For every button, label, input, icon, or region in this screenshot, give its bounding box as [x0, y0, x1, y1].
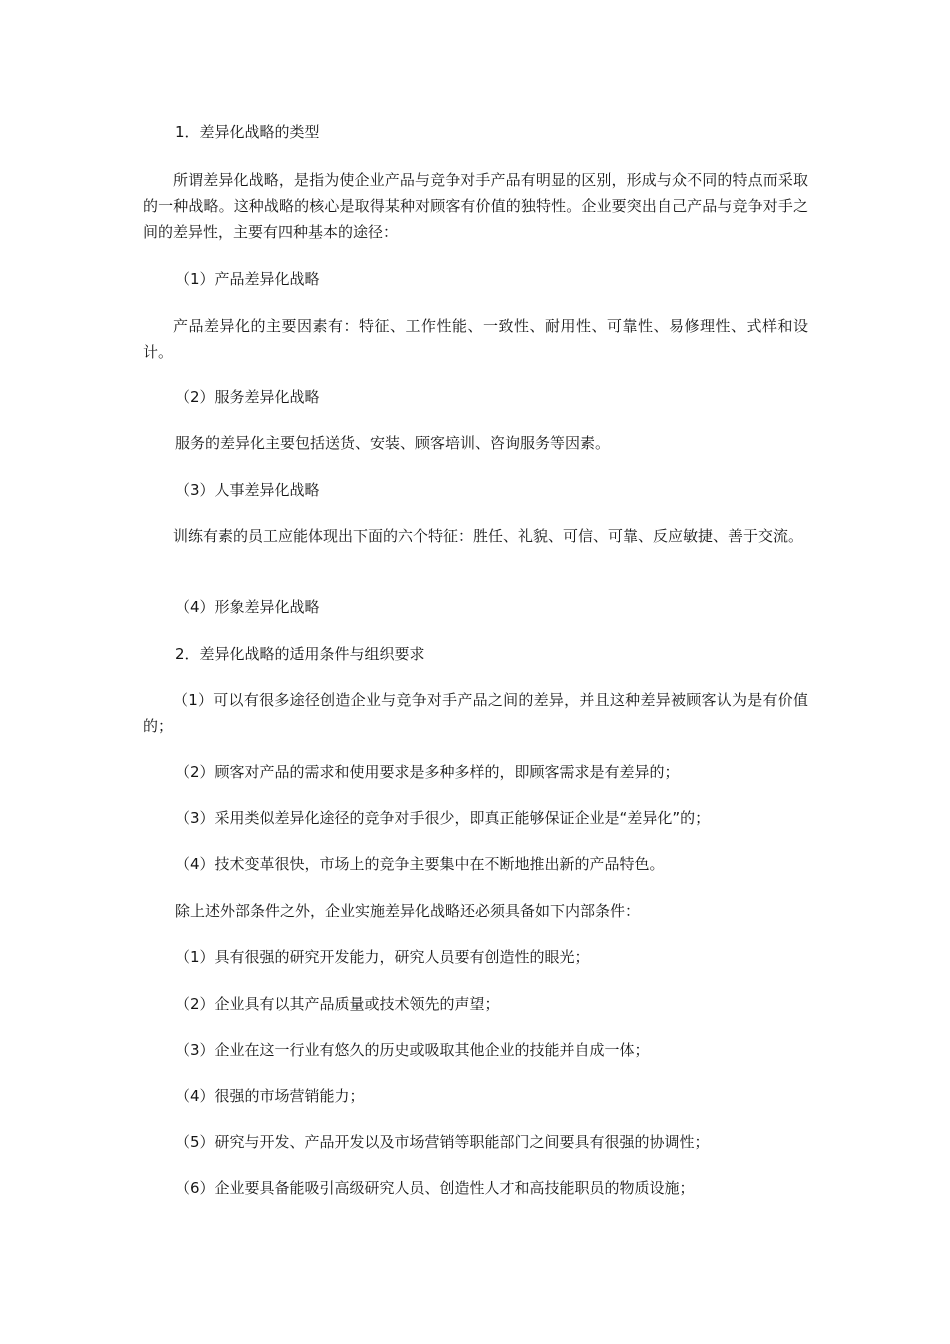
section2-heading: 2．差异化战略的适用条件与组织要求: [175, 645, 425, 663]
internal-conditions-intro: 除上述外部条件之外，企业实施差异化战略还必须具备如下内部条件：: [175, 902, 641, 920]
internal-condition-item: （5）研究与开发、产品开发以及市场营销等职能部门之间要具有很强的协调性；: [175, 1133, 710, 1151]
external-condition-item: （3）采用类似差异化途径的竞争对手很少，即真正能够保证企业是“差异化”的；: [175, 809, 711, 827]
external-condition-item: （1）可以有很多途径创造企业与竞争对手产品之间的差异，并且这种差异被顾客认为是有价值的；: [143, 691, 808, 735]
service-differentiation-heading: （2）服务差异化战略: [175, 388, 320, 406]
internal-condition-item: （6）企业要具备能吸引高级研究人员、创造性人才和高技能职员的物质设施；: [175, 1179, 695, 1197]
product-differentiation-paragraph: 产品差异化的主要因素有：特征、工作性能、一致性、耐用性、可靠性、易修理性、式样和设计。: [143, 317, 808, 361]
external-condition-item: （2）顾客对产品的需求和使用要求是多种多样的，即顾客需求是有差异的；: [175, 763, 680, 781]
internal-condition-item: （4）很强的市场营销能力；: [175, 1087, 365, 1105]
external-condition-item: （4）技术变革很快，市场上的竞争主要集中在不断地推出新的产品特色。: [175, 855, 665, 873]
section1-heading: 1．差异化战略的类型: [175, 123, 320, 141]
internal-condition-item: （2）企业具有以其产品质量或技术领先的声望；: [175, 995, 500, 1013]
image-differentiation-heading: （4）形象差异化战略: [175, 598, 320, 616]
internal-condition-item: （1）具有很强的研究开发能力，研究人员要有创造性的眼光；: [175, 948, 590, 966]
service-differentiation-paragraph: 服务的差异化主要包括送货、安装、顾客培训、咨询服务等因素。: [175, 434, 611, 452]
product-differentiation-heading: （1）产品差异化战略: [175, 270, 320, 288]
personnel-differentiation-paragraph: 训练有素的员工应能体现出下面的六个特征：胜任、礼貌、可信、可靠、反应敏捷、善于交流。: [173, 527, 804, 545]
section1-intro-paragraph: 所谓差异化战略，是指为使企业产品与竞争对手产品有明显的区别，形成与众不同的特点而采取的一种战略。这种战略的核心是取得某种对顾客有价值的独特性。企业要突出自己产品与竞争对手之间的差异性，主要有四种基本的途径：: [143, 171, 808, 241]
internal-condition-item: （3）企业在这一行业有悠久的历史或吸取其他企业的技能并自成一体；: [175, 1041, 650, 1059]
personnel-differentiation-heading: （3）人事差异化战略: [175, 481, 320, 499]
